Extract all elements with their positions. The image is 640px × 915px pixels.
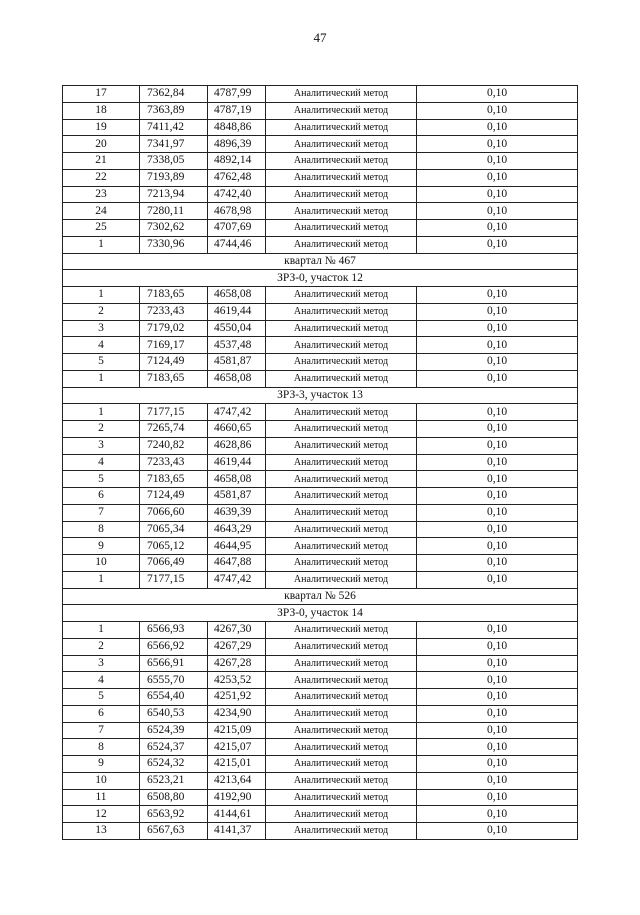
- table-row: [63, 119, 578, 136]
- method-cell: Аналитический метод: [266, 136, 417, 153]
- point-number: 22: [63, 169, 140, 186]
- coordinate-x: 6555,70: [140, 672, 208, 689]
- coordinate-x: 6554,40: [140, 689, 208, 706]
- coordinate-y: 4192,90: [208, 789, 266, 806]
- method-cell: Аналитический метод: [266, 739, 417, 756]
- coordinate-y: 4643,29: [208, 521, 266, 538]
- method-cell: Аналитический метод: [266, 538, 417, 555]
- method-cell: Аналитический метод: [266, 454, 417, 471]
- method-cell: Аналитический метод: [266, 86, 417, 103]
- coordinate-x: 7338,05: [140, 153, 208, 170]
- coordinate-y: 4267,29: [208, 638, 266, 655]
- method-cell: Аналитический метод: [266, 471, 417, 488]
- method-cell: Аналитический метод: [266, 303, 417, 320]
- coordinate-x: 7124,49: [140, 488, 208, 505]
- coordinate-x: 7341,97: [140, 136, 208, 153]
- point-number: 2: [63, 638, 140, 655]
- coordinate-x: 6567,63: [140, 823, 208, 840]
- point-number: 1: [63, 622, 140, 639]
- accuracy-cell: 0,10: [417, 538, 578, 555]
- coordinate-x: 7169,17: [140, 337, 208, 354]
- coordinate-y: 4215,07: [208, 739, 266, 756]
- method-cell: Аналитический метод: [266, 220, 417, 237]
- coordinate-y: 4647,88: [208, 555, 266, 572]
- table-row: [63, 504, 578, 521]
- method-cell: Аналитический метод: [266, 655, 417, 672]
- table-row: [63, 571, 578, 588]
- coordinate-x: 7124,49: [140, 354, 208, 371]
- coordinate-x: 6508,80: [140, 789, 208, 806]
- coordinate-x: 6523,21: [140, 772, 208, 789]
- accuracy-cell: 0,10: [417, 203, 578, 220]
- coordinate-y: 4141,37: [208, 823, 266, 840]
- coordinate-y: 4742,40: [208, 186, 266, 203]
- table-row: [63, 220, 578, 237]
- coordinate-x: 7233,43: [140, 303, 208, 320]
- point-number: 3: [63, 320, 140, 337]
- coordinate-x: 7233,43: [140, 454, 208, 471]
- table-row: [63, 471, 578, 488]
- point-number: 7: [63, 504, 140, 521]
- method-cell: Аналитический метод: [266, 689, 417, 706]
- coordinates-table: [62, 85, 578, 840]
- table-row: [63, 672, 578, 689]
- method-cell: Аналитический метод: [266, 404, 417, 421]
- table-row: [63, 153, 578, 170]
- coordinate-x: 6524,32: [140, 756, 208, 773]
- point-number: 5: [63, 471, 140, 488]
- coordinate-y: 4660,65: [208, 421, 266, 438]
- coordinate-x: 7177,15: [140, 404, 208, 421]
- point-number: 3: [63, 655, 140, 672]
- section-header: ЗРЗ-0, участок 14: [63, 605, 578, 622]
- table-row: [63, 287, 578, 304]
- table-row: [63, 555, 578, 572]
- coordinate-y: 4581,87: [208, 354, 266, 371]
- method-cell: Аналитический метод: [266, 102, 417, 119]
- table-row: [63, 823, 578, 840]
- point-number: 7: [63, 722, 140, 739]
- accuracy-cell: 0,10: [417, 337, 578, 354]
- point-number: 1: [63, 370, 140, 387]
- accuracy-cell: 0,10: [417, 756, 578, 773]
- table-row: [63, 203, 578, 220]
- point-number: 4: [63, 672, 140, 689]
- table-row: [63, 186, 578, 203]
- point-number: 5: [63, 354, 140, 371]
- coordinate-y: 4267,28: [208, 655, 266, 672]
- accuracy-cell: 0,10: [417, 421, 578, 438]
- table-row: [63, 320, 578, 337]
- point-number: 23: [63, 186, 140, 203]
- coordinate-x: 6563,92: [140, 806, 208, 823]
- coordinate-x: 7183,65: [140, 370, 208, 387]
- table-row: [63, 421, 578, 438]
- method-cell: Аналитический метод: [266, 354, 417, 371]
- table-row: [63, 638, 578, 655]
- method-cell: Аналитический метод: [266, 672, 417, 689]
- table-row: [63, 739, 578, 756]
- table-row: [63, 772, 578, 789]
- table-row: [63, 756, 578, 773]
- method-cell: Аналитический метод: [266, 169, 417, 186]
- point-number: 12: [63, 806, 140, 823]
- coordinate-y: 4215,01: [208, 756, 266, 773]
- table-row: [63, 722, 578, 739]
- coordinate-x: 7363,89: [140, 102, 208, 119]
- coordinate-y: 4639,39: [208, 504, 266, 521]
- accuracy-cell: 0,10: [417, 220, 578, 237]
- section-header-row: [63, 270, 578, 287]
- section-header-row: [63, 387, 578, 404]
- coordinate-x: 6566,91: [140, 655, 208, 672]
- coordinate-y: 4744,46: [208, 236, 266, 253]
- section-header: ЗРЗ-0, участок 12: [63, 270, 578, 287]
- table-row: [63, 789, 578, 806]
- table-row: [63, 689, 578, 706]
- table-row: [63, 705, 578, 722]
- accuracy-cell: 0,10: [417, 638, 578, 655]
- method-cell: Аналитический метод: [266, 320, 417, 337]
- coordinate-y: 4550,04: [208, 320, 266, 337]
- table-row: [63, 655, 578, 672]
- accuracy-cell: 0,10: [417, 705, 578, 722]
- accuracy-cell: 0,10: [417, 622, 578, 639]
- method-cell: Аналитический метод: [266, 203, 417, 220]
- point-number: 13: [63, 823, 140, 840]
- point-number: 3: [63, 437, 140, 454]
- table-row: [63, 521, 578, 538]
- accuracy-cell: 0,10: [417, 454, 578, 471]
- method-cell: Аналитический метод: [266, 638, 417, 655]
- coordinate-y: 4762,48: [208, 169, 266, 186]
- coordinate-y: 4234,90: [208, 705, 266, 722]
- point-number: 1: [63, 287, 140, 304]
- method-cell: Аналитический метод: [266, 705, 417, 722]
- coordinate-y: 4658,08: [208, 287, 266, 304]
- point-number: 6: [63, 705, 140, 722]
- accuracy-cell: 0,10: [417, 437, 578, 454]
- accuracy-cell: 0,10: [417, 488, 578, 505]
- accuracy-cell: 0,10: [417, 320, 578, 337]
- table-row: [63, 86, 578, 103]
- coordinate-y: 4581,87: [208, 488, 266, 505]
- accuracy-cell: 0,10: [417, 153, 578, 170]
- coordinate-x: 7302,62: [140, 220, 208, 237]
- method-cell: Аналитический метод: [266, 571, 417, 588]
- table-row: [63, 136, 578, 153]
- coordinate-y: 4787,99: [208, 86, 266, 103]
- accuracy-cell: 0,10: [417, 689, 578, 706]
- coordinate-x: 7177,15: [140, 571, 208, 588]
- method-cell: Аналитический метод: [266, 756, 417, 773]
- table-row: [63, 404, 578, 421]
- coordinate-x: 7183,65: [140, 287, 208, 304]
- accuracy-cell: 0,10: [417, 555, 578, 572]
- method-cell: Аналитический метод: [266, 421, 417, 438]
- accuracy-cell: 0,10: [417, 102, 578, 119]
- point-number: 20: [63, 136, 140, 153]
- table-row: [63, 370, 578, 387]
- method-cell: Аналитический метод: [266, 823, 417, 840]
- point-number: 1: [63, 571, 140, 588]
- method-cell: Аналитический метод: [266, 521, 417, 538]
- coordinate-y: 4619,44: [208, 303, 266, 320]
- coordinate-y: 4658,08: [208, 471, 266, 488]
- accuracy-cell: 0,10: [417, 404, 578, 421]
- method-cell: Аналитический метод: [266, 488, 417, 505]
- coordinate-x: 7330,96: [140, 236, 208, 253]
- coordinate-y: 4619,44: [208, 454, 266, 471]
- coordinate-x: 7362,84: [140, 86, 208, 103]
- table-row: [63, 622, 578, 639]
- section-header: квартал № 467: [63, 253, 578, 270]
- accuracy-cell: 0,10: [417, 504, 578, 521]
- point-number: 4: [63, 337, 140, 354]
- accuracy-cell: 0,10: [417, 186, 578, 203]
- section-header: квартал № 526: [63, 588, 578, 605]
- point-number: 18: [63, 102, 140, 119]
- point-number: 2: [63, 303, 140, 320]
- accuracy-cell: 0,10: [417, 136, 578, 153]
- table-row: [63, 806, 578, 823]
- coordinate-x: 7066,60: [140, 504, 208, 521]
- point-number: 21: [63, 153, 140, 170]
- accuracy-cell: 0,10: [417, 236, 578, 253]
- coordinate-y: 4848,86: [208, 119, 266, 136]
- coordinate-y: 4251,92: [208, 689, 266, 706]
- method-cell: Аналитический метод: [266, 337, 417, 354]
- accuracy-cell: 0,10: [417, 287, 578, 304]
- point-number: 6: [63, 488, 140, 505]
- point-number: 2: [63, 421, 140, 438]
- coordinate-y: 4537,48: [208, 337, 266, 354]
- coordinate-y: 4892,14: [208, 153, 266, 170]
- method-cell: Аналитический метод: [266, 186, 417, 203]
- table-row: [63, 236, 578, 253]
- point-number: 17: [63, 86, 140, 103]
- point-number: 5: [63, 689, 140, 706]
- table-row: [63, 488, 578, 505]
- coordinate-x: 7183,65: [140, 471, 208, 488]
- accuracy-cell: 0,10: [417, 86, 578, 103]
- method-cell: Аналитический метод: [266, 622, 417, 639]
- method-cell: Аналитический метод: [266, 437, 417, 454]
- section-header-row: [63, 605, 578, 622]
- point-number: 10: [63, 555, 140, 572]
- coordinate-y: 4267,30: [208, 622, 266, 639]
- coordinate-x: 7411,42: [140, 119, 208, 136]
- method-cell: Аналитический метод: [266, 722, 417, 739]
- accuracy-cell: 0,10: [417, 119, 578, 136]
- point-number: 10: [63, 772, 140, 789]
- accuracy-cell: 0,10: [417, 370, 578, 387]
- accuracy-cell: 0,10: [417, 471, 578, 488]
- page-number: 47: [313, 30, 327, 45]
- coordinate-y: 4707,69: [208, 220, 266, 237]
- coordinate-x: 7280,11: [140, 203, 208, 220]
- section-header: ЗРЗ-3, участок 13: [63, 387, 578, 404]
- table-row: [63, 437, 578, 454]
- coordinate-y: 4213,64: [208, 772, 266, 789]
- coordinate-y: 4787,19: [208, 102, 266, 119]
- coordinate-x: 7240,82: [140, 437, 208, 454]
- accuracy-cell: 0,10: [417, 722, 578, 739]
- method-cell: Аналитический метод: [266, 236, 417, 253]
- method-cell: Аналитический метод: [266, 153, 417, 170]
- method-cell: Аналитический метод: [266, 555, 417, 572]
- coordinate-y: 4628,86: [208, 437, 266, 454]
- table-row: [63, 102, 578, 119]
- table-row: [63, 354, 578, 371]
- accuracy-cell: 0,10: [417, 655, 578, 672]
- method-cell: Аналитический метод: [266, 370, 417, 387]
- coordinate-x: 7213,94: [140, 186, 208, 203]
- section-header-row: [63, 588, 578, 605]
- point-number: 9: [63, 756, 140, 773]
- point-number: 1: [63, 404, 140, 421]
- coordinate-x: 6524,39: [140, 722, 208, 739]
- method-cell: Аналитический метод: [266, 119, 417, 136]
- method-cell: Аналитический метод: [266, 806, 417, 823]
- table-row: [63, 454, 578, 471]
- method-cell: Аналитический метод: [266, 287, 417, 304]
- method-cell: Аналитический метод: [266, 772, 417, 789]
- coordinate-y: 4144,61: [208, 806, 266, 823]
- coordinate-x: 7065,34: [140, 521, 208, 538]
- point-number: 4: [63, 454, 140, 471]
- accuracy-cell: 0,10: [417, 789, 578, 806]
- point-number: 8: [63, 521, 140, 538]
- point-number: 19: [63, 119, 140, 136]
- section-header-row: [63, 253, 578, 270]
- coordinate-y: 4747,42: [208, 571, 266, 588]
- coordinate-x: 6524,37: [140, 739, 208, 756]
- coordinate-x: 6566,92: [140, 638, 208, 655]
- point-number: 9: [63, 538, 140, 555]
- coordinate-x: 7193,89: [140, 169, 208, 186]
- accuracy-cell: 0,10: [417, 169, 578, 186]
- accuracy-cell: 0,10: [417, 739, 578, 756]
- coordinate-x: 7066,49: [140, 555, 208, 572]
- coordinate-y: 4253,52: [208, 672, 266, 689]
- coordinate-x: 6540,53: [140, 705, 208, 722]
- coordinate-y: 4747,42: [208, 404, 266, 421]
- coordinate-x: 7265,74: [140, 421, 208, 438]
- coordinate-x: 6566,93: [140, 622, 208, 639]
- point-number: 8: [63, 739, 140, 756]
- coordinate-y: 4644,95: [208, 538, 266, 555]
- table-row: [63, 303, 578, 320]
- point-number: 11: [63, 789, 140, 806]
- coordinate-x: 7065,12: [140, 538, 208, 555]
- coordinate-x: 7179,02: [140, 320, 208, 337]
- point-number: 1: [63, 236, 140, 253]
- accuracy-cell: 0,10: [417, 303, 578, 320]
- accuracy-cell: 0,10: [417, 772, 578, 789]
- table-row: [63, 538, 578, 555]
- accuracy-cell: 0,10: [417, 521, 578, 538]
- coordinate-y: 4658,08: [208, 370, 266, 387]
- point-number: 24: [63, 203, 140, 220]
- coordinate-y: 4896,39: [208, 136, 266, 153]
- method-cell: Аналитический метод: [266, 789, 417, 806]
- table-row: [63, 337, 578, 354]
- accuracy-cell: 0,10: [417, 672, 578, 689]
- table-row: [63, 169, 578, 186]
- coordinate-y: 4678,98: [208, 203, 266, 220]
- method-cell: Аналитический метод: [266, 504, 417, 521]
- coordinate-y: 4215,09: [208, 722, 266, 739]
- accuracy-cell: 0,10: [417, 823, 578, 840]
- accuracy-cell: 0,10: [417, 571, 578, 588]
- accuracy-cell: 0,10: [417, 806, 578, 823]
- accuracy-cell: 0,10: [417, 354, 578, 371]
- table-body: [63, 86, 578, 840]
- point-number: 25: [63, 220, 140, 237]
